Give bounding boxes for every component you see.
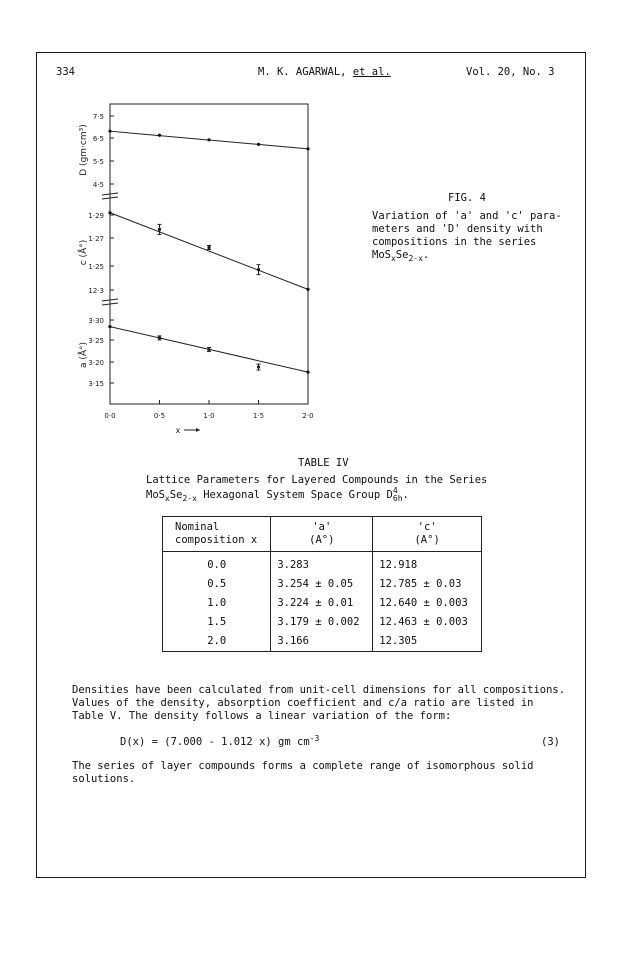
- cell-c: 12.785 ± 0.03: [373, 575, 482, 594]
- y-tick-label: 3·20: [88, 359, 104, 367]
- text-line: Densities have been calculated from unit-cell dimensions for all compositions.: [72, 684, 566, 696]
- table-caption-formula: [146, 487, 526, 503]
- formula-part: Se: [395, 249, 409, 261]
- y-tick-label: 1·27: [88, 235, 104, 243]
- formula-part: Hexagonal System Space Group D: [196, 489, 393, 501]
- table-row: [163, 632, 482, 652]
- equation-number: (3): [541, 736, 560, 748]
- y-tick-label: 3·30: [88, 317, 104, 325]
- equation-exponent: -3: [309, 734, 320, 743]
- figure-caption-line: meters and 'D' density with: [372, 223, 543, 235]
- table-caption: [146, 474, 526, 503]
- cell-a: 3.224 ± 0.01: [271, 594, 373, 613]
- table-row: [163, 552, 482, 576]
- page-number: 334: [56, 66, 75, 78]
- figure-caption-formula: [372, 249, 578, 262]
- x-tick-label: 1·5: [252, 412, 265, 420]
- formula-subscript: 2-x: [408, 254, 423, 263]
- equation-3: [120, 736, 560, 748]
- author-name: M. K. AGARWAL,: [258, 66, 347, 78]
- plot-frame: [110, 104, 308, 404]
- formula-subscript: x: [390, 254, 396, 263]
- table-row: [163, 594, 482, 613]
- paragraph-series: [72, 760, 582, 786]
- formula-part: MoS: [372, 249, 391, 261]
- header-line: 'c': [417, 521, 437, 533]
- cell-c: 12.305: [373, 632, 482, 652]
- x-tick-label: 0·0: [104, 412, 116, 420]
- header-line: (A°): [414, 534, 440, 546]
- data-point: [158, 134, 161, 137]
- formula-part: .: [402, 489, 409, 501]
- formula-subscript: 6h: [392, 494, 403, 503]
- header-composition: [163, 517, 271, 552]
- cell-c: 12.918: [373, 552, 482, 576]
- x-axis-arrowhead: [196, 428, 200, 432]
- equation-body: D(x) = (7.000 - 1.012 x) gm cm: [120, 736, 310, 748]
- formula-part: .: [422, 249, 430, 261]
- table-title: TABLE IV: [298, 457, 349, 469]
- x-tick-label: 2·0: [302, 412, 314, 420]
- y-tick-label: 3·15: [88, 380, 104, 388]
- figure-caption-line: compositions in the series: [372, 236, 537, 248]
- data-point: [108, 130, 111, 133]
- formula-part: Se: [169, 489, 183, 501]
- x-axis-label: x: [175, 426, 181, 435]
- header-a: [271, 517, 373, 552]
- y-tick-label: 7·5: [92, 113, 104, 121]
- cell-a: 3.179 ± 0.002: [271, 613, 373, 632]
- text-line: Values of the density, absorption coefficient and c/a ratio are listed in: [72, 697, 534, 709]
- cell-a: 3.254 ± 0.05: [271, 575, 373, 594]
- text-line: The series of layer compounds forms a complete range of isomorphous solid: [72, 760, 534, 772]
- author-etal: et al.: [352, 66, 391, 78]
- formula-superscript: 4: [392, 486, 398, 495]
- table-row: [163, 575, 482, 594]
- running-head-authors: [258, 66, 391, 78]
- cell-composition: 1.0: [163, 594, 271, 613]
- cell-c: 12.640 ± 0.003: [373, 594, 482, 613]
- text-line: solutions.: [72, 773, 136, 785]
- y-tick-label: 12·3: [88, 287, 104, 295]
- formula-subscript: x: [164, 494, 170, 503]
- cell-composition: 1.5: [163, 613, 271, 632]
- cell-a: 3.283: [271, 552, 373, 576]
- formula-part: MoS: [146, 489, 165, 501]
- volume-info: Vol. 20, No. 3: [466, 66, 555, 78]
- cell-a: 3.166: [271, 632, 373, 652]
- cell-composition: 2.0: [163, 632, 271, 652]
- y-tick-label: 3·25: [88, 337, 104, 345]
- y-tick-label: 5·5: [92, 158, 104, 166]
- data-point: [306, 147, 309, 150]
- table-row: [163, 613, 482, 632]
- y-tick-label: 4·5: [92, 181, 104, 189]
- formula-supsub: [393, 487, 403, 503]
- header-c: [373, 517, 482, 552]
- fit-line: [110, 213, 308, 290]
- figure-caption-line: Variation of 'a' and 'c' para-: [372, 210, 562, 222]
- y-axis-label: c (Å°): [79, 239, 89, 266]
- data-point: [306, 288, 309, 291]
- data-point: [108, 211, 111, 214]
- cell-c: 12.463 ± 0.003: [373, 613, 482, 632]
- x-tick-label: 0·5: [153, 412, 166, 420]
- header-line: 'a': [312, 521, 332, 533]
- header-line: (A°): [309, 534, 335, 546]
- header-line: Nominal: [175, 521, 220, 533]
- figure-caption: [372, 210, 578, 262]
- data-point: [207, 138, 210, 141]
- x-tick-label: 1·0: [203, 412, 215, 420]
- data-point: [108, 325, 111, 328]
- figure-title: FIG. 4: [448, 192, 486, 204]
- table-caption-line: Lattice Parameters for Layered Compounds in the Series: [146, 474, 488, 486]
- formula-subscript: 2-x: [182, 494, 197, 503]
- y-axis-label: D (gm·cm³): [79, 124, 89, 176]
- data-point: [306, 371, 309, 374]
- paragraph-density: [72, 684, 582, 723]
- cell-composition: 0.0: [163, 552, 271, 576]
- table-header-row: [163, 517, 482, 552]
- data-point: [257, 143, 260, 146]
- text-line: Table V. The density follows a linear variation of the form:: [72, 710, 452, 722]
- cell-composition: 0.5: [163, 575, 271, 594]
- y-tick-label: 1·29: [88, 212, 104, 220]
- y-tick-label: 1·25: [88, 263, 104, 271]
- header-line: composition x: [175, 534, 258, 546]
- lattice-parameters-table: [162, 516, 482, 652]
- y-axis-label: a (Å°): [79, 341, 89, 369]
- figure-4-chart: [70, 100, 330, 440]
- y-tick-label: 6·5: [92, 135, 104, 143]
